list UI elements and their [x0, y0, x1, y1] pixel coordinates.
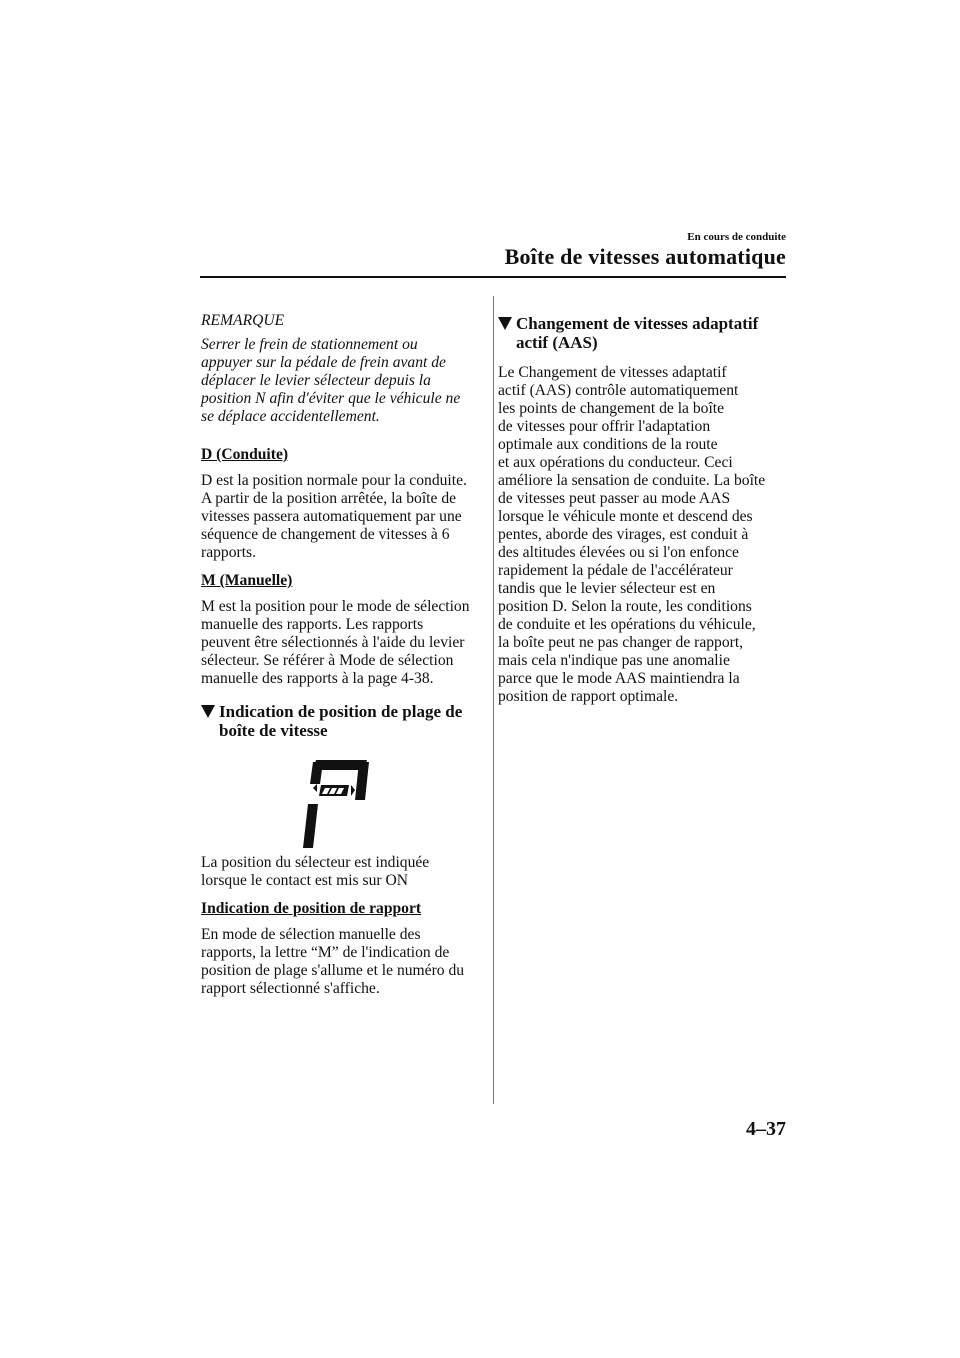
- text-line: parce que le mode AAS maintiendra la: [498, 670, 740, 687]
- indicator-text: [201, 854, 486, 890]
- text-line: position de rapport optimale.: [498, 688, 679, 705]
- section-triangle-icon: [498, 317, 512, 330]
- header-rule: [200, 276, 786, 278]
- note-line: appuyer sur la pédale de frein avant de: [201, 354, 446, 371]
- text-line: position D. Selon la route, les conditions: [498, 598, 752, 615]
- text-line: de vitesses peut passer au mode AAS: [498, 490, 731, 507]
- text-line: lorsque le contact est mis sur ON: [201, 872, 409, 889]
- text-line: A partir de la position arrêtée, la boîte de: [201, 490, 457, 507]
- text-line: et aux opérations du conducteur. Ceci: [498, 454, 733, 471]
- heading-line: boîte de vitesse: [219, 721, 328, 740]
- text-line: rapports.: [201, 544, 256, 561]
- header-title: Boîte de vitesses automatique: [504, 244, 786, 269]
- d-drive-text: [201, 472, 486, 562]
- text-line: lorsque le véhicule monte et descend des: [498, 508, 753, 525]
- text-line: les points de changement de la boîte: [498, 400, 725, 417]
- note-line: se déplace accidentellement.: [201, 408, 380, 425]
- text-line: D est la position normale pour la conduite.: [201, 472, 467, 489]
- text-line: mais cela n'indique pas une anomalie: [498, 652, 730, 669]
- note-body: [201, 336, 486, 426]
- section-triangle-icon: [201, 705, 215, 718]
- text-line: rapports, la lettre “M” de l'indication de: [201, 944, 450, 961]
- m-manual-title: M (Manuelle): [201, 572, 293, 589]
- text-line: séquence de changement de vitesses à 6: [201, 526, 450, 543]
- heading-line: Indication de position de plage de: [219, 702, 463, 721]
- text-line: la boîte peut ne pas changer de rapport,: [498, 634, 744, 651]
- text-line: pentes, aborde des virages, est conduit à: [498, 526, 749, 543]
- gear-position-p-display-icon: [201, 740, 486, 850]
- note-line: déplacer le levier sélecteur depuis la: [201, 372, 431, 389]
- text-line: vitesses passera automatiquement par une: [201, 508, 462, 525]
- text-line: peuvent être sélectionnés à l'aide du levier: [201, 634, 465, 651]
- text-line: des altitudes élevées ou si l'on enfonce: [498, 544, 739, 561]
- heading-line: actif (AAS): [516, 333, 598, 352]
- heading-line: Changement de vitesses adaptatif: [516, 314, 759, 333]
- text-line: rapidement la pédale de l'accélérateur: [498, 562, 733, 579]
- text-line: améliore la sensation de conduite. La boîte: [498, 472, 766, 489]
- text-line: manuelle des rapports. Les rapports: [201, 616, 424, 633]
- aas-text: [498, 364, 788, 706]
- note-line: position N afin d'éviter que le véhicule ne: [201, 390, 461, 407]
- indicator-heading: [201, 702, 486, 740]
- gear-indication-title: Indication de position de rapport: [201, 900, 422, 917]
- text-line: optimale aux conditions de la route: [498, 436, 718, 453]
- note-line: Serrer le frein de stationnement ou: [201, 336, 418, 353]
- m-manual-text: [201, 598, 486, 688]
- gear-indication-text: [201, 926, 486, 998]
- aas-heading: [498, 314, 788, 352]
- note-title: REMARQUE: [201, 312, 285, 329]
- page-number: 4–37: [746, 1118, 786, 1140]
- text-line: manuelle des rapports à la page 4-38.: [201, 670, 434, 687]
- text-line: En mode de sélection manuelle des: [201, 926, 421, 943]
- text-line: sélecteur. Se référer à Mode de sélection: [201, 652, 454, 669]
- text-line: actif (AAS) contrôle automatiquement: [498, 382, 739, 399]
- column-divider: [493, 296, 494, 1104]
- text-line: tandis que le levier sélecteur est en: [498, 580, 716, 597]
- text-line: La position du sélecteur est indiquée: [201, 854, 430, 871]
- text-line: M est la position pour le mode de sélection: [201, 598, 470, 615]
- text-line: position de plage s'allume et le numéro du: [201, 962, 465, 979]
- right-column: [498, 314, 788, 706]
- header-section-label: En cours de conduite: [687, 231, 786, 243]
- text-line: rapport sélectionné s'affiche.: [201, 980, 380, 997]
- text-line: de vitesses pour offrir l'adaptation: [498, 418, 711, 435]
- text-line: de conduite et les opérations du véhicule,: [498, 616, 756, 633]
- left-column: [201, 312, 486, 998]
- d-drive-title: D (Conduite): [201, 446, 289, 463]
- text-line: Le Changement de vitesses adaptatif: [498, 364, 727, 381]
